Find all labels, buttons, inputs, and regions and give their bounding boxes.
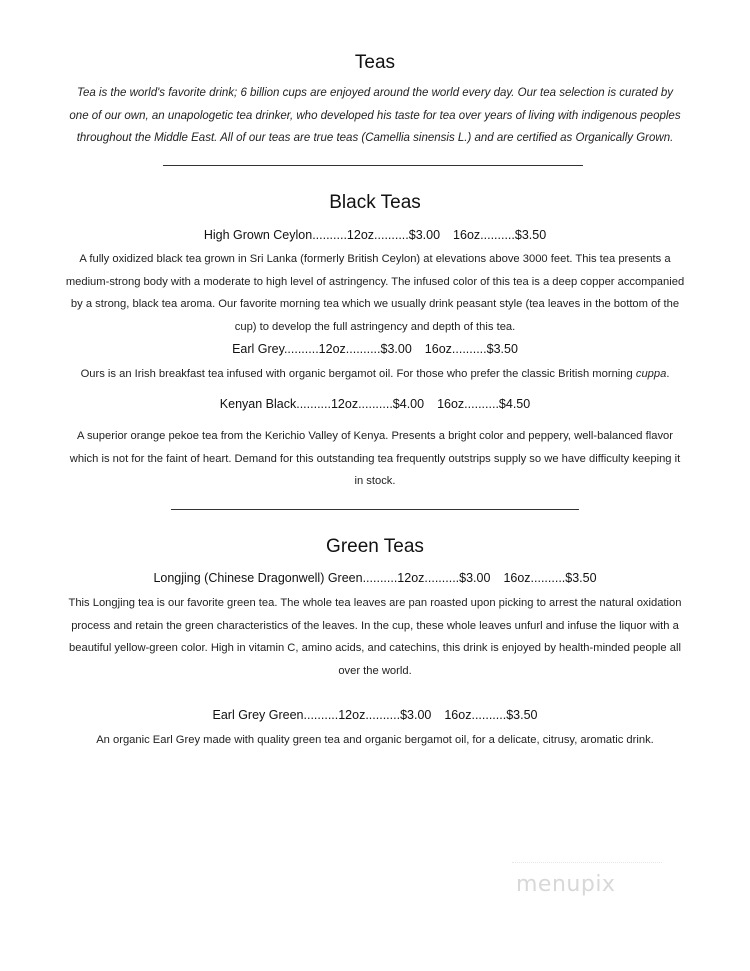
item-description: An organic Earl Grey made with quality green tea and organic bergamot oil, for a delicate, citrusy, aromatic drink.: [96, 734, 654, 746]
teas-intro: Tea is the world's favorite drink; 6 billion cups are enjoyed around the world every day. Our tea selection is curated by one of our own, an unapologetic tea drinker, who developed his taste for tea over years of living with indigenous peoples throughout the Middle East. All of our teas are true teas (Camellia sinensis L.) and are certified as Organically Grown.: [69, 87, 681, 144]
item-name-price: High Grown Ceylon..........12oz..........$3.00: [203, 228, 441, 242]
teas-heading: Teas: [354, 52, 396, 73]
menupix-watermark: menupix: [516, 872, 616, 897]
item-price-16oz: 16oz..........$4.50: [437, 397, 531, 411]
item-description: A fully oxidized black tea grown in Sri Lanka (formerly British Ceylon) at elevations above 3000 feet. This tea presents a medium-strong body with a moderate to high level of astringency. The infused color of this tea is a deep copper accompanied by a strong, black tea aroma. Our favorite morning tea which we usually drink peasant style (tea leaves in the bottom of the cup) to develop the full astringency and depth of this tea.: [65, 253, 685, 333]
item-name-price: Kenyan Black..........12oz..........$4.00: [219, 397, 425, 411]
item-name-price: Earl Grey..........12oz..........$3.00: [232, 342, 412, 356]
item-description: Ours is an Irish breakfast tea infused with organic bergamot oil. For those who prefer the classic British morning cuppa.: [80, 368, 670, 380]
black-teas-heading: Black Teas: [329, 192, 421, 213]
menu-item-high-grown-ceylon: [0, 228, 750, 242]
item-description: A superior orange pekoe tea from the Kerichio Valley of Kenya. Presents a bright color and peppery, well-balanced flavor which is not for the faint of heart. Demand for this outstanding tea frequently outstrips supply so we have difficulty keeping it in stock.: [69, 430, 681, 487]
item-price-16oz: 16oz..........$3.50: [453, 228, 547, 242]
item-price-16oz: 16oz..........$3.50: [424, 342, 518, 356]
menu-item-longjing: [0, 571, 750, 585]
divider: [171, 509, 579, 510]
green-teas-heading: Green Teas: [326, 536, 424, 557]
item-name-price: Earl Grey Green..........12oz..........$3.00: [212, 708, 432, 722]
item-price-16oz: 16oz..........$3.50: [444, 708, 538, 722]
item-name-price: Longjing (Chinese Dragonwell) Green..........12oz..........$3.00: [153, 571, 491, 585]
item-description: This Longjing tea is our favorite green tea. The whole tea leaves are pan roasted upon picking to arrest the natural oxidation process and retain the green characteristics of the leaves. In the cup, these whole leaves unfurl and infuse the liquor with a beautiful yellow-green color. High in vitamin C, amino acids, and catechins, this drink is enjoyed by health-minded people all over the world.: [68, 597, 682, 677]
watermark-line: [512, 862, 662, 863]
item-price-16oz: 16oz..........$3.50: [503, 571, 597, 585]
divider: [163, 165, 583, 166]
menu-item-earl-grey: [0, 342, 750, 356]
menu-item-earl-grey-green: [0, 708, 750, 722]
menu-item-kenyan-black: [0, 397, 750, 411]
